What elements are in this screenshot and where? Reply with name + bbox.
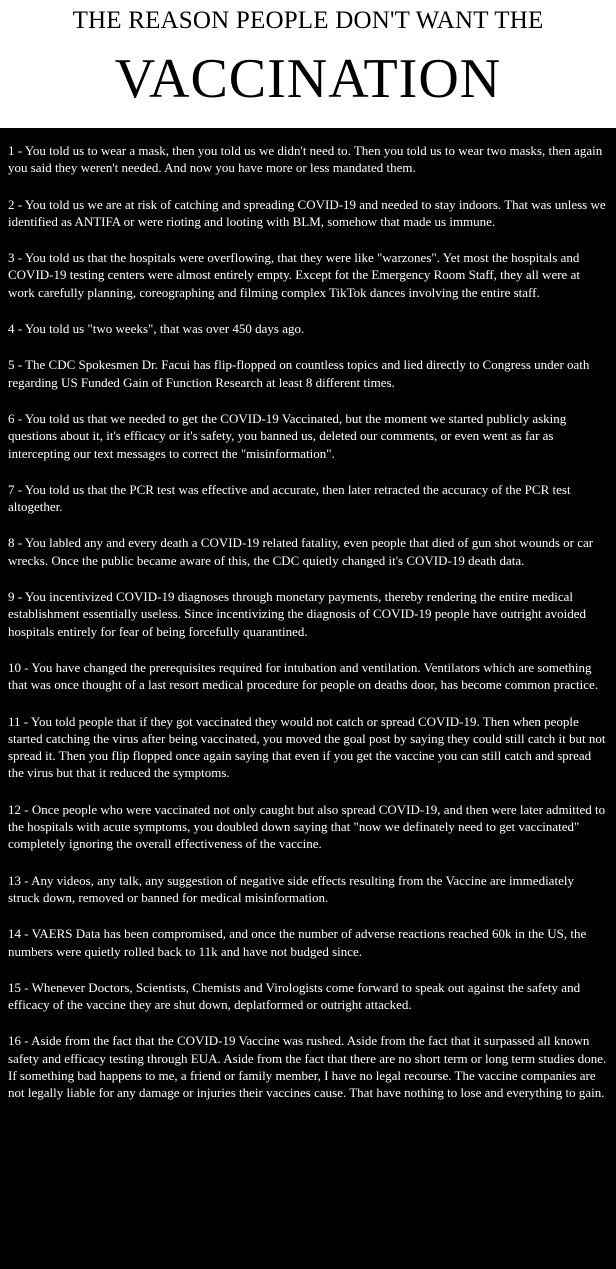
point-4: 4 - You told us "two weeks", that was over 450 days ago.: [8, 321, 305, 337]
point-10: 10 - You have changed the prerequisites required for intubation and ventilation. Ventilators which are something that was once thought of a last resort medical procedure for people on deaths door, has become common practice.: [8, 659, 599, 693]
point-1: 1 - You told us to wear a mask, then you told us we didn't need to. Then you told us to wear two masks, then again you said they weren't needed. And now you have more or less mandated them.: [8, 143, 603, 176]
points-list: [0, 128, 616, 1102]
point-16: 16 - Aside from the fact that the COVID-19 Vaccine was rushed. Aside from the fact that it surpassed all known safety and efficacy testing through EUA. Aside from the fact that there are no short term or long term studies done. If something bad happens to me, a friend or family member, I have no legal recourse. The vaccine companies are not legally liable for any damage or injuries their vaccines cause. That have nothing to lose and everything to gain.: [8, 1033, 607, 1101]
page-title: VACCINATION: [114, 48, 502, 110]
point-9: 9 - You incentivized COVID-19 diagnoses through monetary payments, thereby rendering the entire medical establishment essentially useless. Since incentivizing the diagnosis of COVID-19 people have outright avoided hospitals entirely for fear of being forcefully quarantined.: [8, 589, 587, 639]
point-3: 3 - You told us that the hospitals were overflowing, that they were like "warzones". Yet most the hospitals and COVID-19 testing centers were almost entirely empty. Except fot the Emergency Room Staff, they all were at work carefully planning, coreographing and filming complex TikTok dances involving the entire staff.: [8, 250, 580, 300]
point-13: 13 - Any videos, any talk, any suggestion of negative side effects resulting from the Vaccine are immediately struck down, removed or banned for medical misinformation.: [8, 872, 574, 905]
header-banner: [0, 0, 616, 128]
point-5: 5 - The CDC Spokesmen Dr. Facui has flip-flopped on countless topics and lied directly to Congress under oath regarding US Funded Gain of Function Research at least 8 different times.: [8, 357, 590, 390]
point-6: 6 - You told us that we needed to get the COVID-19 Vaccinated, but the moment we started publicly asking questions about it, it's efficacy or it's safety, you banned us, deleted our comments, or even went as far as intercepting our text messages to correct the "misinformation".: [8, 410, 567, 461]
header-subtitle: THE REASON PEOPLE DON'T WANT THE: [72, 7, 544, 34]
point-14: 14 - VAERS Data has been compromised, and once the number of adverse reactions reached 60k in the US, the numbers were quietly rolled back to 11k and have not budged since.: [8, 926, 587, 959]
point-12: 12 - Once people who were vaccinated not only caught but also spread COVID-19, and then were later admitted to the hospitals with acute symptoms, you doubled down saying that "now we definately need to get vaccinated" completely ignoring the overall effectiveness of the vaccine.: [8, 801, 606, 852]
point-11: 11 - You told people that if they got vaccinated they would not catch or spread COVID-19. Then when people started catching the virus after being vaccinated, you moved the goal post by saying they could still catch it but not spread it. Then you flip flopped once again saying that even if you get the vaccine you can still catch and spread the virus but that it reduced the symptoms.: [8, 713, 606, 781]
point-8: 8 - You labled any and every death a COVID-19 related fatality, even people that died of gun shot wounds or car wrecks. Once the public became aware of this, the CDC quietly changed it's COVID-19 death data.: [8, 535, 594, 568]
point-15: 15 - Whenever Doctors, Scientists, Chemists and Virologists come forward to speak out against the safety and efficacy of the vaccine they are shut down, deplatformed or outright attacked.: [8, 979, 581, 1013]
point-7: 7 - You told us that the PCR test was effective and accurate, then later retracted the accuracy of the PCR test altogether.: [8, 481, 571, 515]
point-2: 2 - You told us we are at risk of catching and spreading COVID-19 and needed to stay indoors. That was unless we identified as ANTIFA or were rioting and looting with BLM, somehow that made us immune.: [8, 196, 606, 229]
